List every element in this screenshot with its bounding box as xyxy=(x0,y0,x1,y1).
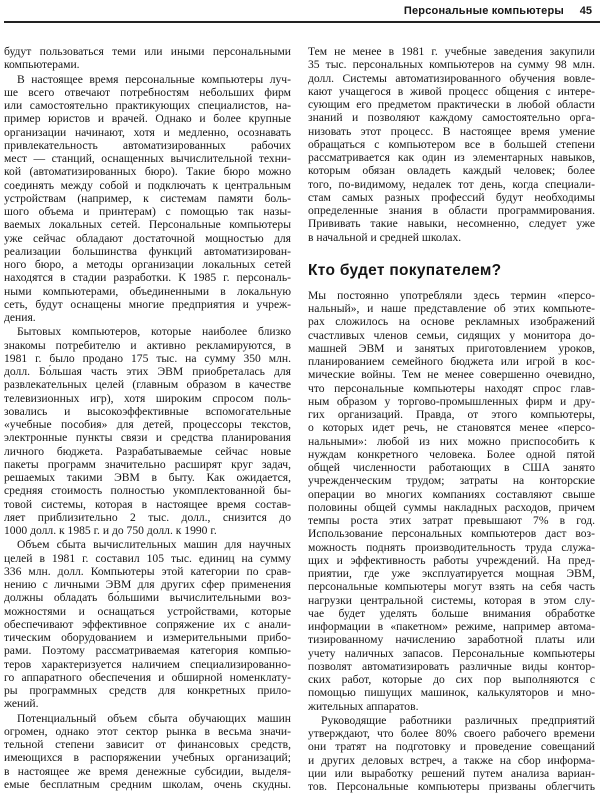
text-line: тизированному начислению заработной платы или xyxy=(308,633,595,647)
text-line: В настоящее время персональные компьютеры луч- xyxy=(17,72,291,86)
text-line: учрежденческим трудом; затраты на конторские xyxy=(308,474,595,488)
text-line: «учебные пособия» для детей, процессоры текстов, xyxy=(4,418,291,431)
text-line: емые бесплатным средним школам, очень скудны. xyxy=(4,777,291,791)
text-line: общей численности работающих в США занято xyxy=(308,461,595,474)
text-line: темпы роста этих затрат превышают 7% в год. xyxy=(308,514,595,527)
text-line: о которых идет речь, не становятся менее «персо- xyxy=(308,421,595,435)
text-line: Объем сбыта вычислительных машин для научных xyxy=(17,538,291,552)
text-line: го аппаратного обеспечения и обширной номенклату- xyxy=(4,670,291,684)
text-line: развлекательных целей (главным образом в качестве xyxy=(4,378,291,392)
right-column xyxy=(308,45,595,794)
text-line: имеющихся в распоряжении учебных организаций; xyxy=(4,751,291,765)
text-line: электронные пункты связи и средства планирования xyxy=(4,431,291,445)
page-number: 45 xyxy=(579,5,592,17)
text-line: Тем не менее в 1981 г. учебные заведения закупили xyxy=(308,45,595,58)
text-line: операции во многих компаниях составляют свыше xyxy=(308,487,595,501)
text-line: нению с личными ЭВМ для других сфер применения xyxy=(4,578,291,591)
text-line: компьютерами. xyxy=(4,58,80,72)
paragraph xyxy=(308,45,595,244)
text-line: дения. xyxy=(4,311,36,324)
text-line: что персональные компьютеры находят спрос глав- xyxy=(308,381,595,395)
section-heading: Кто будет покупателем? xyxy=(308,261,502,279)
text-line: тов. Персональные компьютеры призваны облегчить xyxy=(308,780,595,793)
text-line: сеть, будут оснащены многие предприятия и учреж- xyxy=(4,297,291,311)
text-line: утверждают, что более 80% своего рабочего времени xyxy=(308,727,595,740)
text-line: Потенциальный объем сбыта обучающих машин xyxy=(17,711,291,725)
text-line: огромен, однако этот сектор рынка в весьма значи- xyxy=(4,724,291,738)
right-paragraphs-after xyxy=(308,289,595,794)
text-line: учету наличных запасов. Персональные компьютеры xyxy=(308,646,595,660)
text-line: 35 тыс. персональных компьютеров на сумму 98 млн. xyxy=(308,58,595,72)
text-line: теров характеризуется наличием специализированно- xyxy=(4,657,291,671)
text-line: жительных аппаратов. xyxy=(308,699,419,713)
text-line: персональные компьютеры могут взять на себя часть xyxy=(308,580,595,594)
text-line: нуждам конкретного человека. Более одной пятой xyxy=(308,447,595,461)
text-line: целей в 1981 г. составил 105 тыс. единиц на сумму xyxy=(4,551,291,565)
text-line: ными компьютерами, объединенными в локальную xyxy=(4,284,291,298)
text-line: машней ЭВМ и занятых приготовлением уроков, xyxy=(308,341,595,355)
text-line: ше всего отвечают потребностям небольших фирм xyxy=(4,85,291,99)
running-title: Персональные компьютеры xyxy=(403,5,564,17)
text-line: знакомы потребителю и активно рекламируются, в xyxy=(4,338,291,352)
text-line: тическим оборудованием и измерительными прибо- xyxy=(4,631,291,644)
text-line: половины общей суммы накладных расходов, причем xyxy=(308,500,595,514)
text-line: шого объема и принтерам) с помощью так назы- xyxy=(4,205,291,218)
text-line: жений. xyxy=(4,697,39,711)
paragraph xyxy=(4,712,291,792)
text-line: 336 млн. долл. Компьютеры этой категории по срав- xyxy=(4,564,291,578)
running-header xyxy=(300,4,592,20)
text-line: 1981 г. было продано 175 тыс. на сумму 350 млн. xyxy=(4,351,291,365)
text-line: кают учащегося в живой процесс общения с интере- xyxy=(308,84,595,98)
text-line: сующим его предметом практически в любой области xyxy=(308,98,595,111)
text-line: ры программных средств для конкретных прило- xyxy=(4,684,291,697)
text-line: средняя стоимость полностью укомплектованной бы- xyxy=(4,484,291,498)
paragraph xyxy=(4,538,291,710)
text-line: соединять между собой и подключать к центральным xyxy=(4,178,291,192)
paragraph xyxy=(4,73,291,325)
text-line: телевизионных игр), хотя широким спросом поль- xyxy=(4,391,291,405)
text-line: рассматривается как один из элементарных навыков, xyxy=(308,151,595,164)
left-column xyxy=(4,45,291,792)
text-line: можность поднять производительность труда служа- xyxy=(308,540,595,554)
right-paragraphs-before xyxy=(308,45,595,244)
text-line: ских работ, которые до сих пор выполняются с xyxy=(308,673,595,686)
text-line: зовались и высокоэффективные вспомогательные xyxy=(4,404,291,418)
text-line: 1000 долл. к 1985 г. и до 750 долл. к 1990 г. xyxy=(4,524,217,537)
text-line: они тратят на подготовку и проведение совещаний xyxy=(308,740,595,754)
text-line: мест — станций, оснащенных вычислительной техни- xyxy=(4,152,291,165)
text-line: того, по-видимому, недалек тот день, когда специали- xyxy=(308,177,595,191)
text-line: долл. Бо́льшая часть этих ЭВМ приобреталась для xyxy=(4,365,291,378)
paragraph xyxy=(308,289,595,713)
text-line: в настоящее же время денежные субсидии, выделя- xyxy=(4,764,291,778)
text-line: в начальной и средней школах. xyxy=(308,230,462,244)
text-line: личного бюджета. Разрабатываемые сейчас новые xyxy=(4,444,291,458)
text-line: ным образом у торгово-промышленных фирм и дру- xyxy=(308,394,595,408)
text-line: будут пользоваться теми или иными персональными xyxy=(4,45,291,58)
text-line: позволят автоматизировать различные виды контор- xyxy=(308,659,595,673)
header-rule xyxy=(4,21,600,23)
text-line: пример юристов и врачей. Однако и более крупные xyxy=(4,112,291,126)
text-line: обеспечивают эффективное сопряжение их с анали- xyxy=(4,617,291,631)
paragraph xyxy=(4,325,291,537)
text-line: тельной степени зависит от финансовых средств, xyxy=(4,738,291,751)
text-line: Прививать такие навыки, несомненно, следует уже xyxy=(308,217,595,231)
text-line: пакеты программ значительно расширят круг задач, xyxy=(4,457,291,471)
text-line: которым обязан овладеть каждый человек; более xyxy=(308,164,595,178)
paragraph xyxy=(308,714,595,794)
text-line: товой системы, которая в настоящее время состав- xyxy=(4,497,291,511)
paragraph xyxy=(4,45,291,72)
text-line: можностями и оснащаться устройствами, которые xyxy=(4,604,291,618)
text-line: рами. Поэтому рассматриваемая категория компью- xyxy=(4,644,291,658)
text-line: должны обладать бо́льшими вычислительными воз- xyxy=(4,591,291,605)
text-line: Мы постоянно употребляли здесь термин «персо- xyxy=(308,288,595,302)
text-line: организации начинают, хотя и медленно, осознавать xyxy=(4,125,291,139)
text-line: кой (автоматизированных бюро). Такие бюро можно xyxy=(4,165,291,179)
text-line: стам самых разных профессий будут необходимы xyxy=(308,190,595,204)
text-line: рах сложилось на основе рекламных изображений xyxy=(308,315,595,329)
text-line: чае будет уделять больше внимания обработке xyxy=(308,606,595,620)
text-line: приятии, где уже эксплуатируется мощная ЭВМ, xyxy=(308,567,595,580)
text-line: ного бюро, а методы организации локальных сетей xyxy=(4,258,291,271)
text-line: или самостоятельно практикующих специалистов, на- xyxy=(4,99,291,112)
text-line: уже сейчас обладают достаточной мощностью для xyxy=(4,231,291,245)
text-line: Бытовых компьютеров, которые наиболее близко xyxy=(17,325,291,339)
text-line: ваемых локальных сетей. Персональные компьютеры xyxy=(4,218,291,232)
text-line: щих и эффективность работы учреждений. На пред- xyxy=(308,553,595,567)
text-line: ляет приблизительно 2 тыс. долл., снизится до xyxy=(4,510,291,524)
text-line: нальный», и наше представление об этих компьюте- xyxy=(308,302,595,315)
text-line: долл. Системы автоматизированного обучения вовле- xyxy=(308,71,595,85)
text-line: информации в «пакетном» режиме, например автома- xyxy=(308,620,595,633)
text-line: решаемых такими ЭВМ в быту. Как ожидается, xyxy=(4,471,291,484)
text-line: счастливых членов семьи, сидящих у монитора до- xyxy=(308,328,595,342)
text-line: и других деловых встреч, а также на сбор информа- xyxy=(308,753,595,767)
text-line: ции или выработку решений путем анализа вариан- xyxy=(308,766,595,780)
text-line: планированием семейного бюджета или игрой в кос- xyxy=(308,355,595,368)
text-line: находятся в стадии разработки. К 1985 г. персональ- xyxy=(4,271,291,285)
text-line: определенные знания в области программирования. xyxy=(308,204,595,217)
text-line: мические войны. Тем не менее совершенно очевидно, xyxy=(308,368,595,382)
text-line: устройствам (например, к системам памяти боль- xyxy=(4,191,291,205)
text-line: знаний и позволяют каждому самостоятельно орга- xyxy=(308,111,595,125)
text-line: обращаться с компьютером все в большей степени xyxy=(308,137,595,151)
text-line: низовать этот процесс. В настоящее время умение xyxy=(308,124,595,138)
text-line: нальными»: любой из них можно приспособить к xyxy=(308,434,595,448)
text-line: гих организаций. Правда, от этого компьютеры, xyxy=(308,408,595,421)
text-line: нагрузки центральной системы, которая в этом слу- xyxy=(308,593,595,607)
text-line: реализации большинства функций автоматизирован- xyxy=(4,244,291,258)
text-line: помощью пишущих машинок, калькуляторов и мно- xyxy=(308,686,595,700)
text-line: Руководящие работники различных предприятий xyxy=(321,713,595,727)
text-line: привлекательность автоматизированных рабочих xyxy=(4,138,291,152)
text-line: Использование персональных компьютеров даст воз- xyxy=(308,527,595,541)
